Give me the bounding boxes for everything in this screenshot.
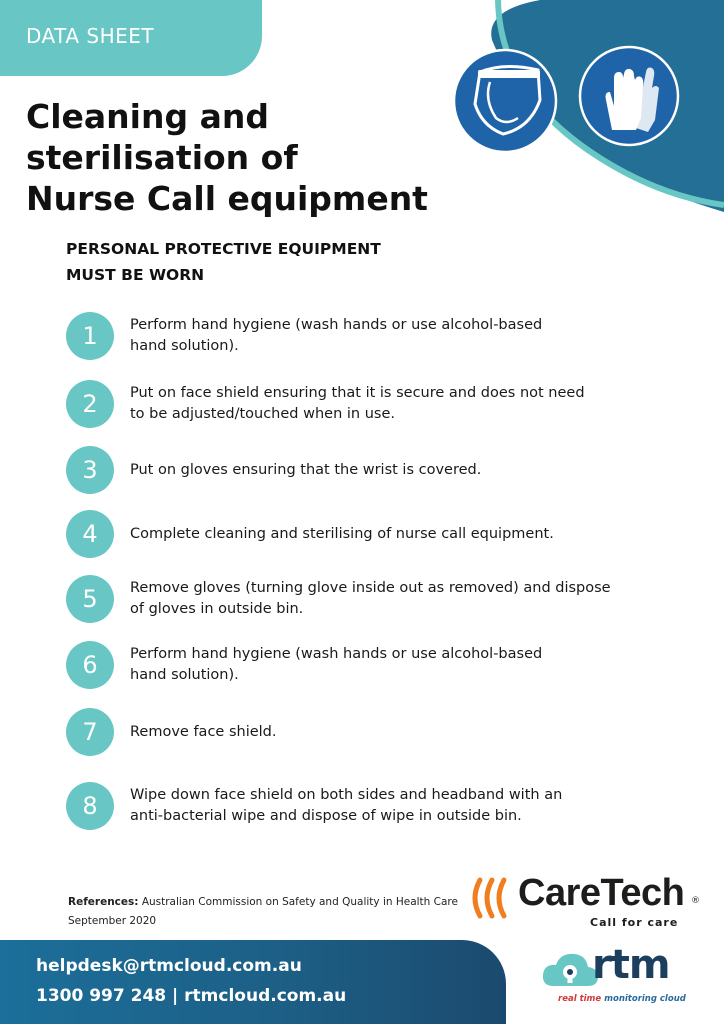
title-line: sterilisation of [26,138,298,177]
step-number-badge: 4 [66,510,114,558]
step-item [66,446,666,494]
step-text-line: to be adjusted/touched when in use. [130,406,395,422]
step-item [66,380,666,428]
step-text [130,460,481,481]
step-text-line: Put on face shield ensuring that it is secure and does not need [130,385,585,401]
helpdesk-email[interactable]: helpdesk@rtmcloud.com.au [36,956,302,976]
references-date: September 2020 [68,915,157,927]
rtm-tagline-red: real time [558,994,602,1004]
phone-and-website[interactable]: 1300 997 248 | rtmcloud.com.au [36,986,347,1006]
step-text-line: Perform hand hygiene (wash hands or use alcohol-based [130,317,543,333]
ppe-notice-line: PERSONAL PROTECTIVE EQUIPMENT [66,240,381,258]
step-text [130,383,585,425]
title-line: Nurse Call equipment [26,179,428,218]
step-text-line: Put on gloves ensuring that the wrist is covered. [130,461,482,478]
rtm-name: rtm [592,942,670,988]
step-text-line: Perform hand hygiene (wash hands or use alcohol-based [130,646,543,662]
step-number-badge: 5 [66,575,114,623]
references [68,893,458,931]
step-text-line: of gloves in outside bin. [130,601,304,617]
step-text [130,722,276,743]
step-item [66,312,666,360]
caretech-logo [466,870,706,934]
step-text-line: Complete cleaning and sterilising of nurse call equipment. [130,525,554,542]
references-label: References: [68,896,139,908]
rtm-tagline-rest: monitoring cloud [601,994,686,1004]
caretech-registered: ® [691,896,700,906]
caretech-tagline: Call for care [590,916,679,929]
title-line: Cleaning and [26,97,269,136]
rtm-logo [540,942,700,1010]
caretech-name: CareTech [518,872,685,914]
step-item [66,641,666,689]
gloves-icon [580,47,678,145]
step-number-badge: 6 [66,641,114,689]
references-source: Australian Commission on Safety and Quality in Health Care [141,896,458,908]
caretech-waves-icon [466,876,518,920]
face-shield-icon [454,50,556,152]
contact-footer [0,940,506,1024]
rtm-cloud-icon [540,948,600,992]
step-text [130,785,562,827]
step-text-line: anti-bacterial wipe and dispose of wipe in outside bin. [130,808,522,824]
data-sheet-tag [0,0,262,76]
step-text [130,578,611,620]
step-number-badge: 2 [66,380,114,428]
step-text-line: Remove face shield. [130,723,277,740]
step-number-badge: 3 [66,446,114,494]
step-item [66,510,666,558]
ppe-notice [66,236,381,288]
page-title [26,96,428,219]
step-text-line: Remove gloves (turning glove inside out as removed) and dispose [130,580,611,596]
rtm-tagline [558,994,686,1004]
step-item [66,575,666,623]
step-item [66,708,666,756]
step-text-line: hand solution). [130,338,239,354]
step-text [130,524,554,545]
data-sheet-label: DATA SHEET [26,24,155,48]
step-number-badge: 7 [66,708,114,756]
step-number-badge: 1 [66,312,114,360]
step-number-badge: 8 [66,782,114,830]
step-item [66,782,666,830]
step-text-line: Wipe down face shield on both sides and headband with an [130,787,563,803]
step-text [130,644,542,686]
step-text [130,315,542,357]
step-text-line: hand solution). [130,667,239,683]
ppe-notice-line: MUST BE WORN [66,266,205,284]
